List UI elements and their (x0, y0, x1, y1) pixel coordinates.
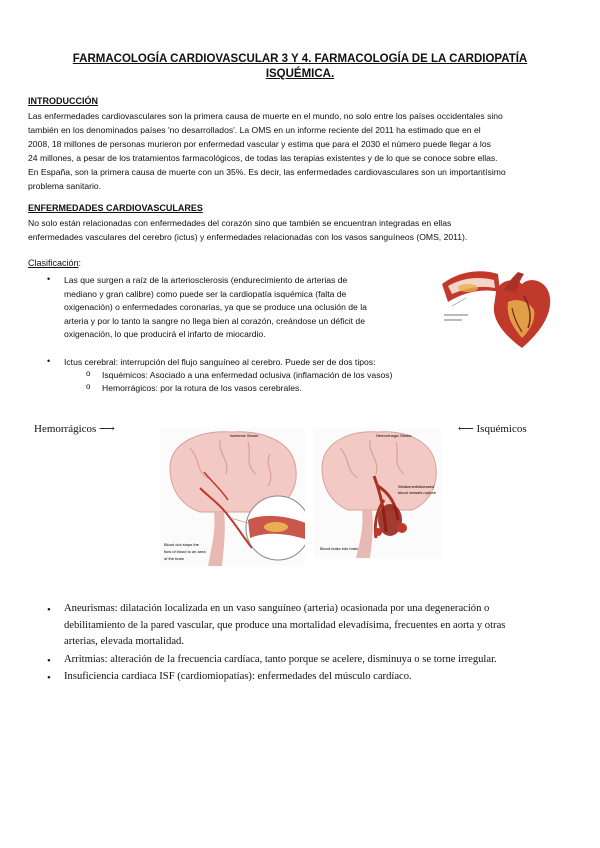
clasificacion-colon: : (78, 258, 82, 268)
intro-line: 24 millones, a pesar de los tratamientos farmacológicos, de todas las terapias existentes y de lo que se conoce sobre ellas. (28, 153, 498, 163)
sub-bullet-icon: o (86, 369, 91, 378)
intro-line: 2008, 18 millones de personas murieron por enfermedad vascular y estima que para el 2030 el número puede llegar a los (28, 139, 491, 149)
more-line: Arritmias: alteración de la frecuencia cardíaca, tanto porque se acelere, disminuya o se torne irregular. (64, 654, 497, 665)
hemorrhagic-caption: Blood leaks into brain (320, 546, 359, 551)
title-line-1: FARMACOLOGÍA CARDIOVASCULAR 3 Y 4. FARMACOLOGÍA DE LA CARDIOPATÍA (72, 53, 528, 65)
bullet-icon: • (47, 356, 51, 366)
clasificacion-line: Las que surgen a raíz de la arteriosclerosis (endurecimiento de arterias de (64, 275, 348, 285)
cardio-heading: ENFERMEDADES CARDIOVASCULARES (28, 203, 203, 213)
more-item-aneurismas (64, 601, 564, 651)
clasificacion-line: mediano y gran calibre) como puede ser la cardiopatía isquémica (falta de (64, 288, 347, 299)
clasificacion-heading-wrap (28, 258, 81, 268)
bullet-icon: • (47, 274, 51, 284)
ischemic-caption: flow of blood to an area (164, 549, 206, 554)
bullet-icon: • (47, 672, 51, 684)
clasificacion-sub-2: Hemorrágicos: por la rotura de los vasos cerebrales. (102, 383, 302, 393)
heart-artery-illustration (438, 262, 556, 352)
more-item-insuficiencia (64, 669, 564, 686)
more-line: Aneurismas: dilatación localizada en un vaso sanguíneo (arteria) ocasionada por una degeneración o (64, 603, 490, 614)
clasificacion-line: oxigenación, lo que producirá el infarto de miocardio. (64, 329, 266, 339)
hemorrhagic-stroke-image (314, 428, 442, 558)
cardio-line: enfermedades vasculares del cerebro (ictus) y enfermedades relacionadas con los vasos sanguíneos (OMS, 2011). (28, 232, 468, 242)
intro-line: problema sanitario. (28, 181, 102, 191)
more-line: Insuficiencia cardiaca ISF (cardiomiopatías): enfermedades del músculo cardíaco. (64, 671, 412, 682)
more-line: debilitamiento de la pared vascular, que produce una mortalidad elevadísima, frecuentes en aorta y otras (64, 619, 506, 631)
clasificacion-item-1 (64, 274, 424, 342)
title-line-2: ISQUÉMICA. (265, 68, 335, 80)
intro-line: Las enfermedades cardiovasculares son la primera causa de muerte en el mundo, no solo entre los países occidentales sino (28, 111, 503, 121)
more-line: arterias, elevada mortalidad. (64, 636, 185, 647)
clasificacion-heading: Clasificación (28, 258, 79, 268)
cardio-paragraph (28, 216, 576, 244)
bullet-icon: • (47, 604, 51, 616)
figure-label-left: Hemorrágicos ⟶ (34, 423, 115, 435)
more-item-arritmias (64, 652, 574, 669)
ischemic-caption: of the brain (164, 556, 185, 561)
cardio-line: No solo están relacionadas con enfermedades del corazón sino que también se encuentran integradas en ellas (28, 218, 452, 228)
hemorrhagic-note: Weakened/diseased (398, 484, 435, 489)
artery-cutaway (442, 271, 500, 321)
sub-bullet-icon: o (86, 382, 91, 391)
clasificacion-line: arteria y por lo tanto la sangre no llega bien al corazón, creándose un déficit de (64, 315, 365, 326)
intro-line: En España, son la primera causa de muerte con un 35%. Es decir, las enfermedades cardiovasculares son un importantísimo (28, 167, 506, 177)
clasificacion-item-2: Ictus cerebral: interrupción del flujo sanguíneo al cerebro. Puede ser de dos tipos: (64, 357, 376, 367)
hemorrhagic-title: Hemorrhagic Stroke (376, 433, 412, 438)
clasificacion-line: oxigenación) o enfermedades coronarias, ya que se produce una oclusión de la (64, 302, 367, 312)
intro-line: también en los denominados países 'no desarrollados'. La OMS en un informe reciente del 2011 ha estimado que en el (28, 125, 481, 135)
hemorrhagic-note: blood vessels rupture (398, 490, 437, 495)
clasificacion-sub-1: Isquémicos: Asociado a una enfermedad oclusiva (inflamación de los vasos) (102, 370, 393, 380)
ischemic-title: Ischemic Stroke (230, 433, 259, 438)
ischemic-caption: Blood clot stops the (164, 542, 199, 547)
intro-paragraph (28, 109, 576, 193)
figure-label-right: ⟵ Isquémicos (458, 423, 527, 435)
brain-shape (322, 432, 436, 510)
page-title (40, 52, 560, 82)
ischemic-stroke-image (160, 428, 305, 566)
heart-icon (494, 272, 550, 348)
intro-heading: INTRODUCCIÓN (28, 96, 98, 106)
bullet-icon: • (47, 655, 51, 667)
